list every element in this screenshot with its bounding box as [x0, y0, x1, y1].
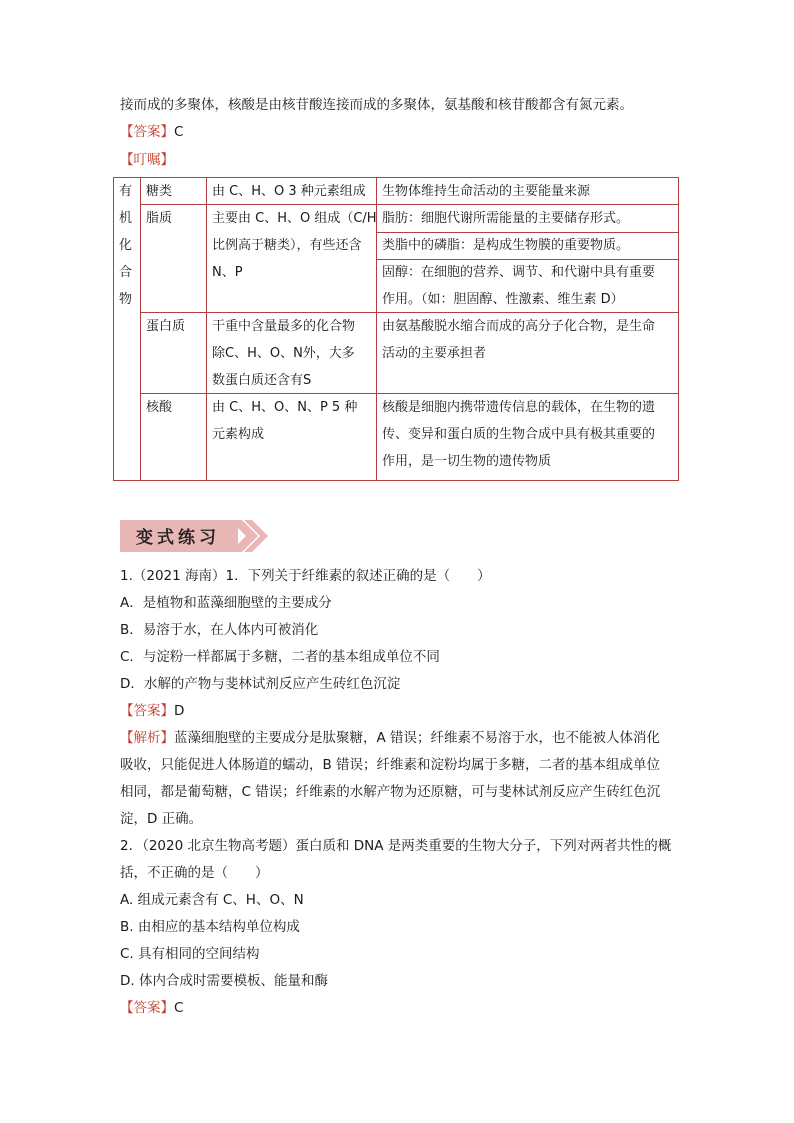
answer-label: 【答案】	[120, 1000, 174, 1016]
lipid-fat: 脂肪：细胞代谢所需能量的主要储存形式。	[382, 211, 630, 226]
q2-stem: 括，不正确的是（ ）	[120, 865, 269, 881]
category-cell	[114, 178, 140, 313]
lipid-elements-line: 主要由 C、H、O 组成（C/H	[212, 211, 377, 226]
protein-role-line: 活动的主要承担者	[382, 346, 487, 361]
lipid-phospholipid: 类脂中的磷脂：是构成生物膜的重要物质。	[382, 238, 630, 253]
protein-elements-line: 干重中含量最多的化合物	[212, 319, 356, 334]
q2-stem: 2．（2020 北京生物高考题）蛋白质和 DNA 是两类重要的生物大分子，下列对两者共性的概	[120, 838, 672, 854]
q1-analysis-line: 淀，D 正确。	[120, 811, 203, 827]
category-char: 物	[119, 292, 133, 307]
category-char: 机	[119, 211, 133, 226]
sugar-role: 生物体维持生命活动的主要能量来源	[382, 184, 591, 199]
q1-stem: 1.（2021 海南）1．下列关于纤维素的叙述正确的是（ ）	[120, 568, 491, 584]
category-char: 有	[119, 184, 133, 199]
answer-value: C	[174, 1000, 184, 1016]
nucleic-role-line: 传、变异和蛋白质的生物合成中具有极其重要的	[382, 427, 656, 442]
lipid-name: 脂质	[146, 211, 173, 226]
category-char: 合	[119, 265, 133, 280]
analysis-label: 【解析】	[120, 730, 174, 746]
nucleic-role-line: 核酸是细胞内携带遗传信息的载体，在生物的遗	[382, 400, 656, 415]
section-header	[120, 518, 270, 554]
analysis-text: 蓝藻细胞壁的主要成分是肽聚糖，A 错误；纤维素不易溶于水，也不能被人体消化	[174, 730, 661, 746]
protein-role	[376, 313, 661, 367]
lipid-sterol-line: 作用。（如：胆固醇、性激素、维生素 D）	[382, 292, 624, 307]
reminder-label: 【叮嘱】	[120, 152, 174, 168]
nucleic-name: 核酸	[146, 400, 173, 415]
lipid-elements-line: 比例高于糖类），有些还含	[212, 238, 362, 253]
intro-text: 接而成的多聚体，核酸是由核苷酸连接而成的多聚体，氨基酸和核苷酸都含有氮元素。	[120, 97, 633, 113]
category-char: 化	[119, 238, 133, 253]
protein-elements-line: 数蛋白质还含有S	[212, 373, 312, 388]
lipid-elements-line: N、P	[212, 265, 243, 280]
nucleic-elements-line: 元素构成	[212, 427, 265, 442]
q1-analysis-line: 吸收，只能促进人体肠道的蠕动，B 错误；纤维素和淀粉均属于多糖，二者的基本组成单位	[120, 757, 661, 773]
nucleic-elements	[206, 394, 363, 448]
section-title: 变式练习	[136, 528, 220, 548]
protein-elements-line: 除C、H、O、N外，大多	[212, 346, 355, 361]
q2-option-c: C. 具有相同的空间结构	[120, 946, 260, 962]
q1-option-b: B．易溶于水，在人体内可被消化	[120, 622, 319, 638]
lipid-sterol	[376, 259, 661, 313]
nucleic-role-line: 作用，是一切生物的遗传物质	[382, 454, 552, 469]
q1-analysis-line: 相同，都是葡萄糖，C 错误；纤维素的水解产物为还原糖，可与斐林试剂反应产生砖红色沉	[120, 784, 661, 800]
organic-compounds-table	[113, 177, 679, 481]
q1-analysis-line	[120, 728, 660, 748]
q2-option-b: B. 由相应的基本结构单位构成	[120, 919, 300, 935]
double-chevron-icon	[230, 518, 270, 554]
lipid-elements	[206, 205, 383, 286]
q2-option-a: A. 组成元素含有 C、H、O、N	[120, 892, 304, 908]
q1-option-c: C．与淀粉一样都属于多糖，二者的基本组成单位不同	[120, 649, 440, 665]
nucleic-elements-line: 由 C、H、O、N、P 5 种	[212, 400, 358, 415]
protein-elements	[206, 313, 361, 394]
protein-name: 蛋白质	[146, 319, 186, 334]
nucleic-role	[376, 394, 661, 475]
protein-role-line: 由氨基酸脱水缩合而成的高分子化合物，是生命	[382, 319, 656, 334]
lipid-sterol-line: 固醇：在细胞的营养、调节、和代谢中具有重要	[382, 265, 656, 280]
sugar-name: 糖类	[146, 184, 173, 199]
answer-label: 【答案】	[120, 703, 174, 719]
sugar-elements: 由 C、H、O 3 种元素组成	[212, 184, 366, 199]
answer-value: C	[174, 124, 184, 140]
q1-option-a: A．是植物和蓝藻细胞壁的主要成分	[120, 595, 332, 611]
q2-answer	[120, 998, 183, 1018]
q2-option-d: D. 体内合成时需要模板、能量和酶	[120, 973, 328, 989]
q1-option-d: D．水解的产物与斐林试剂反应产生砖红色沉淀	[120, 676, 401, 692]
q1-answer	[120, 701, 184, 721]
answer-1	[120, 122, 183, 142]
answer-label: 【答案】	[120, 124, 174, 140]
answer-value: D	[174, 703, 185, 719]
